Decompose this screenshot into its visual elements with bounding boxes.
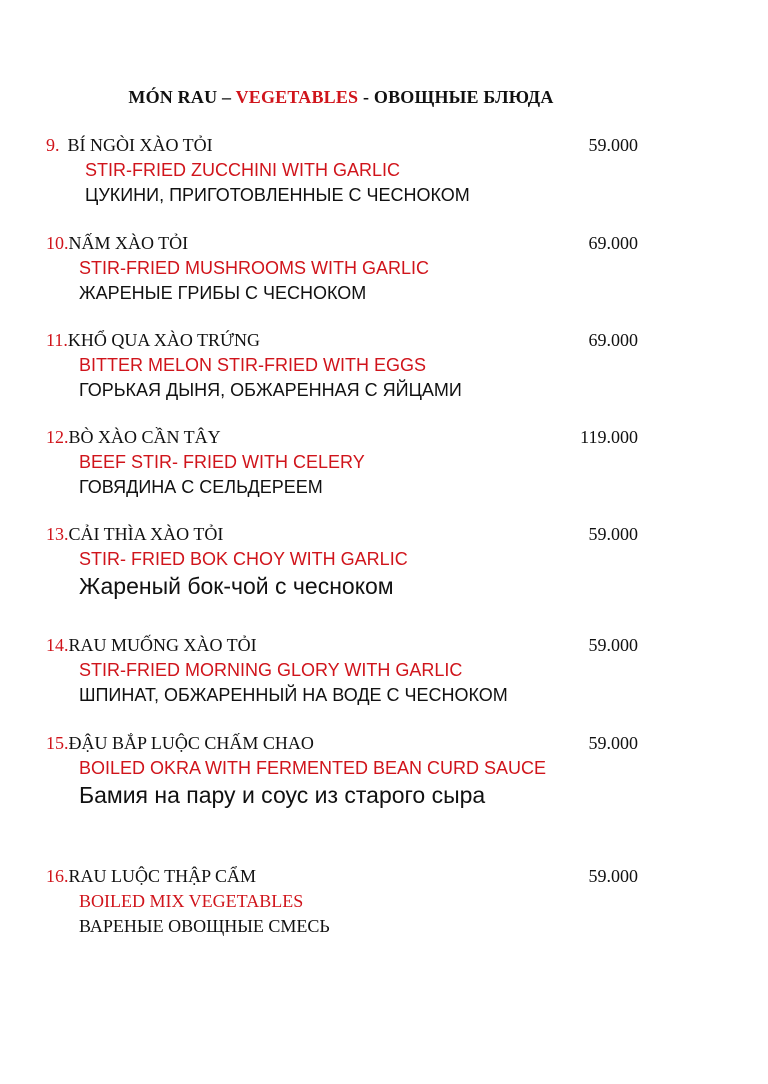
menu-section-title <box>0 87 682 108</box>
item-price: 59.000 <box>588 524 638 544</box>
item-english-name: BOILED OKRA WITH FERMENTED BEAN CURD SAUCE <box>79 758 547 778</box>
item-price: 69.000 <box>588 233 638 253</box>
item-name-line <box>46 135 213 156</box>
item-name-line <box>46 233 188 254</box>
item-number: 11. <box>46 330 68 350</box>
item-name-line <box>46 330 260 351</box>
item-name: NẤM XÀO TỎI <box>68 233 189 253</box>
item-price: 119.000 <box>580 427 638 447</box>
item-name: RAU MUỐNG XÀO TỎI <box>68 635 257 655</box>
item-price: 59.000 <box>588 733 638 753</box>
item-price: 69.000 <box>588 330 638 350</box>
item-english-name: BITTER MELON STIR-FRIED WITH EGGS <box>79 355 427 375</box>
item-price: 59.000 <box>588 866 638 886</box>
item-name-line <box>46 866 256 887</box>
item-russian-name: ГОВЯДИНА С СЕЛЬДЕРЕЕМ <box>79 477 323 497</box>
item-price: 59.000 <box>588 635 638 655</box>
item-russian-name: ЦУКИНИ, ПРИГОТОВЛЕННЫЕ С ЧЕСНОКОМ <box>85 185 470 205</box>
item-english-name: STIR-FRIED ZUCCHINI WITH GARLIC <box>85 160 400 180</box>
item-english-name: STIR- FRIED BOK CHOY WITH GARLIC <box>79 549 408 569</box>
item-name: RAU LUỘC THẬP CẨM <box>68 866 257 886</box>
item-russian-name: Бамия на пару и соус из старого сыра <box>79 782 486 808</box>
item-number: 16. <box>46 866 69 886</box>
item-russian-name: ГОРЬКАЯ ДЫНЯ, ОБЖАРЕННАЯ С ЯЙЦАМИ <box>79 380 462 400</box>
item-price: 59.000 <box>588 135 638 155</box>
item-russian-name: ЖАРЕНЫЕ ГРИБЫ С ЧЕСНОКОМ <box>79 283 367 303</box>
title-vietnamese: MÓN RAU – <box>128 87 236 107</box>
item-name: CẢI THÌA XÀO TỎI <box>68 524 224 544</box>
item-name-line <box>46 427 221 448</box>
item-number: 10. <box>46 233 69 253</box>
item-english-name: BOILED MIX VEGETABLES <box>79 891 304 911</box>
item-name-line <box>46 524 223 545</box>
item-russian-name: ВАРЕНЫЕ ОВОЩНЫЕ СМЕСЬ <box>79 916 330 936</box>
item-number: 12. <box>46 427 69 447</box>
item-name: ĐẬU BẮP LUỘC CHẤM CHAO <box>68 733 314 753</box>
item-english-name: BEEF STIR- FRIED WITH CELERY <box>79 452 365 472</box>
item-english-name: STIR-FRIED MUSHROOMS WITH GARLIC <box>79 258 429 278</box>
item-number: 9. <box>46 135 60 155</box>
item-number: 13. <box>46 524 69 544</box>
item-number: 14. <box>46 635 69 655</box>
item-name: KHỔ QUA XÀO TRỨNG <box>67 330 260 350</box>
item-name: BÒ XÀO CẦN TÂY <box>68 427 221 447</box>
item-name-line <box>46 635 257 656</box>
item-russian-name: ШПИНАТ, ОБЖАРЕННЫЙ НА ВОДЕ С ЧЕСНОКОМ <box>79 685 508 705</box>
item-number: 15. <box>46 733 69 753</box>
item-name-line <box>46 733 314 754</box>
item-name: BÍ NGÒI XÀO TỎI <box>67 135 213 155</box>
title-russian: - ОВОЩНЫЕ БЛЮДА <box>358 87 554 107</box>
title-english: VEGETABLES <box>235 87 359 107</box>
item-russian-name: Жареный бок-чой с чесноком <box>79 573 394 599</box>
item-english-name: STIR-FRIED MORNING GLORY WITH GARLIC <box>79 660 463 680</box>
